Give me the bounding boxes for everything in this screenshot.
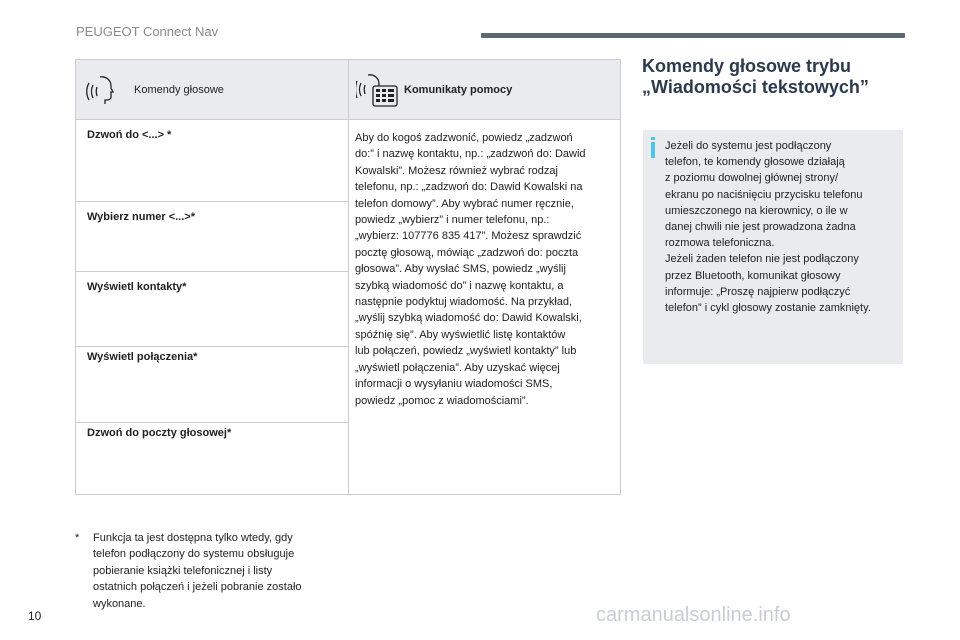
command-show-calls: Wyświetl połączenia* <box>87 351 198 363</box>
page-header-title: PEUGEOT Connect Nav <box>76 24 219 39</box>
info-icon-dot <box>651 137 655 140</box>
speaking-head-icon <box>86 73 120 107</box>
command-call: Dzwoń do <...> * <box>87 129 172 141</box>
footnote-mark: * <box>75 532 80 544</box>
info-icon-bar <box>651 142 655 158</box>
column-divider <box>348 60 349 494</box>
info-box <box>643 130 903 364</box>
footnote <box>75 530 365 612</box>
info-text: Jeżeli do systemu jest podłączony telefon, te komendy głosowe działają z poziomu dowolnej głównej strony/ ekranu po naciśnięciu przycisku telefonu umieszczonego na kierownicy, o ile w danej chwili nie jest prowadzona żadna rozmowa telefoniczna. Jeżeli żaden telefon nie jest podłączony przez Bluetooth, komunikat głosowy informuje: „Proszę najpierw podłączyć telefon” i cykl głosowy zostanie zamknięty. <box>665 140 871 315</box>
command-call-voicemail: Dzwoń do poczty głosowej* <box>87 427 232 439</box>
column-header-commands <box>86 60 346 119</box>
footnote-text: Funkcja ta jest dostępna tylko wtedy, gdy telefon podłączony do systemu obsługuje pobieranie książki telefonicznej i listy ostatnich połączeń i jeżeli pobranie zostało wykonane. <box>93 532 302 610</box>
command-show-contacts: Wyświetl kontakty* <box>87 281 187 293</box>
help-message-text: Aby do kogoś zadzwonić, powiedz „zadzwoń do:” i nazwę kontaktu, np.: „zadzwoń do: Dawid Kowalski”. Możesz również wybrać rodzaj telefonu, np.: „zadzwoń do: Dawid Kowalski na telefon domowy”. Aby wybrać numer ręcznie, powiedz „wybierz” i numer telefonu, np.: „wybierz: 107776 835 417”. Możesz sprawdzić pocztę głosową, mówiąc „zadzwoń do: poczta głosowa”. Aby wysłać SMS, powiedz „wyślij szybką wiadomość do” i nazwę kontaktu, a następnie podyktuj wiadomość. Na przykład, „wyślij szybką wiadomość do: Dawid Kowalski, spóźnię się”. Aby wyświetlić listę kontaktów lub połączeń, powiedz „wyświetl kontakty” lub „wyświetl połączenia”. Aby uzyskać więcej informacji o wysyłaniu wiadomości SMS, powiedz „pomoc z wiadomościami”. <box>355 132 586 407</box>
section-title: Komendy głosowe trybu „Wiadomości tekstowych” <box>642 56 869 97</box>
column-header-help-label: Komunikaty pomocy <box>404 83 513 96</box>
speaking-head-grid-icon <box>356 72 400 108</box>
command-dial-number: Wybierz numer <...>* <box>87 211 196 223</box>
header-bar <box>481 33 905 38</box>
column-header-commands-label: Komendy głosowe <box>134 83 224 96</box>
column-header-help <box>356 60 616 119</box>
page-number: 10 <box>28 609 42 623</box>
watermark: carmanualsonline.info <box>596 604 791 626</box>
